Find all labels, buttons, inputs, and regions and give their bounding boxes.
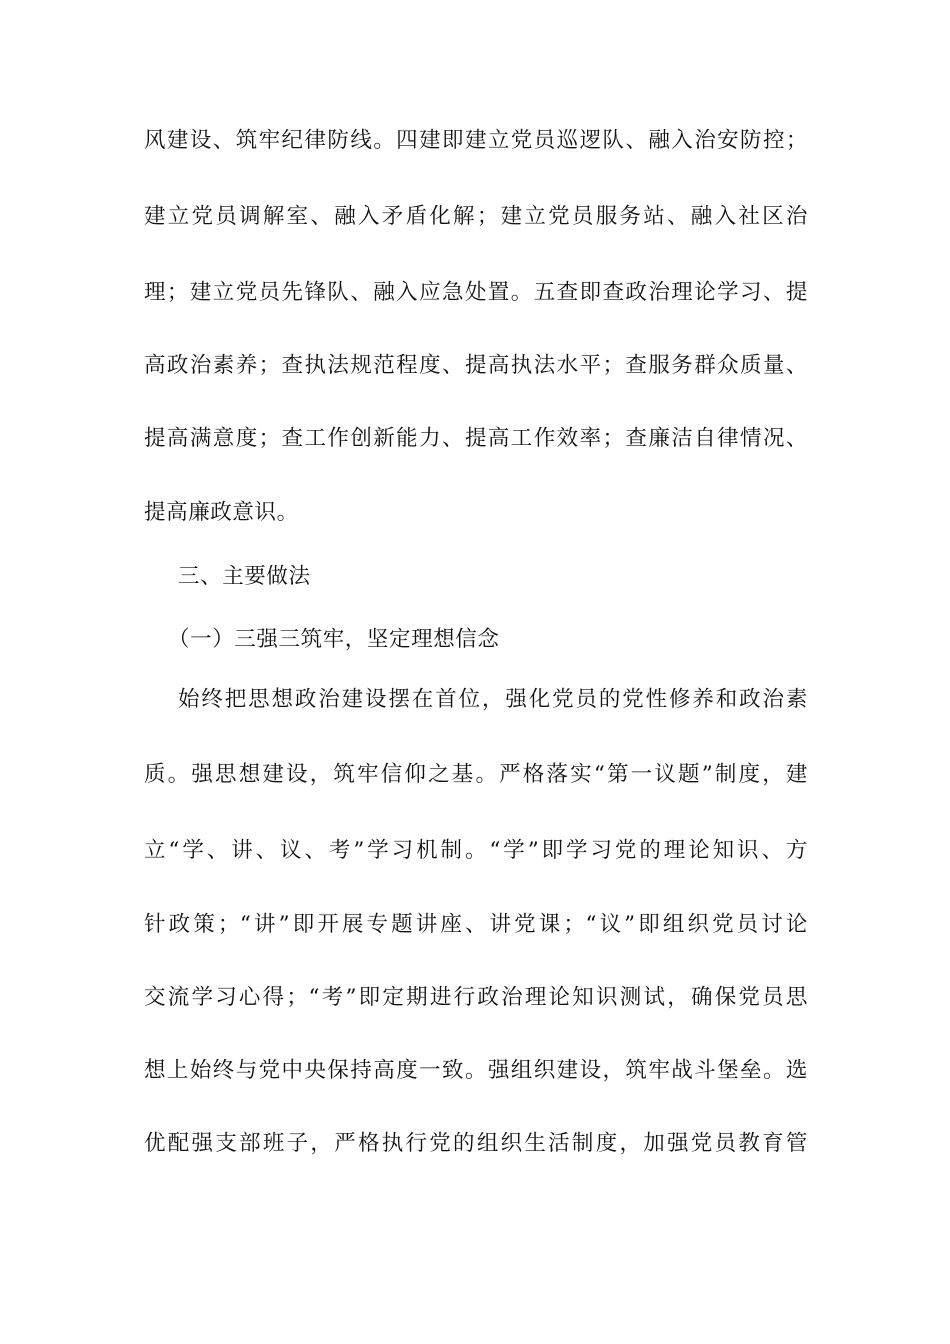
paragraph-line: 提高廉政意识。 <box>144 500 299 525</box>
paragraph-line: 立“学、讲、议、考”学习机制。“学”即学习党的理论知识、方 <box>144 838 808 863</box>
subsection-heading: （一）三强三筑牢，坚定理想信念 <box>168 627 500 652</box>
paragraph-line: 提高满意度；查工作创新能力、提高工作效率；查廉洁自律情况、 <box>144 426 808 451</box>
paragraph-line: 风建设、筑牢纪律防线。四建即建立党员巡逻队、融入治安防控； <box>144 128 808 153</box>
paragraph-line: 优配强支部班子，严格执行党的组织生活制度，加强党员教育管 <box>144 1131 808 1156</box>
paragraph-line: 针政策；“讲”即开展专题讲座、讲党课；“议”即组织党员讨论 <box>144 912 808 937</box>
paragraph-line: 建立党员调解室、融入矛盾化解；建立党员服务站、融入社区治 <box>144 204 808 229</box>
paragraph-line: 交流学习心得；“考”即定期进行政治理论知识测试，确保党员思 <box>144 985 808 1010</box>
paragraph-line: 质。强思想建设，筑牢信仰之基。严格落实“第一议题”制度，建 <box>144 762 808 787</box>
paragraph-line: 想上始终与党中央保持高度一致。强组织建设，筑牢战斗堡垒。选 <box>144 1058 808 1083</box>
section-heading: 三、主要做法 <box>178 564 311 589</box>
paragraph-line: 始终把思想政治建设摆在首位，强化党员的党性修养和政治素 <box>178 687 808 712</box>
paragraph-line: 高政治素养；查执法规范程度、提高执法水平；查服务群众质量、 <box>144 353 808 378</box>
paragraph-line: 理；建立党员先锋队、融入应急处置。五查即查政治理论学习、提 <box>144 280 808 305</box>
